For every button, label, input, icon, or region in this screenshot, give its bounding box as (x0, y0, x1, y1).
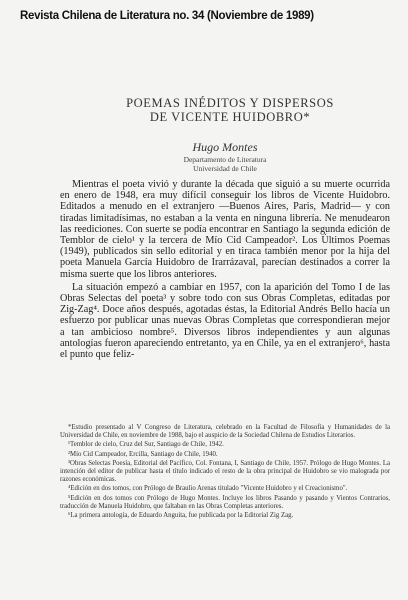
footnote: ⁶La primera antología, de Eduardo Anguita, fue publicada por la Editorial Zig Zag. (68, 512, 294, 520)
journal-citation: Revista Chilena de Literatura no. 34 (Noviembre de 1989) (20, 10, 314, 22)
footnote: ⁴Edición en dos tomos, con Prólogo de Braulio Arenas titulado "Vicente Huidobro y el Creacionismo". (68, 485, 348, 493)
author-affiliation (150, 155, 300, 173)
footnote: ¹Temblor de cielo, Cruz del Sur, Santiago de Chile, 1942. (68, 441, 224, 449)
article-title (80, 96, 380, 124)
footnote: ⁵Edición en dos tomos con Prólogo de Hugo Montes. Incluye los libros Pasando y pasando y Vientos Contrarios, traducción de Manuela Huidobro, que faltaban en las Obras Completas anteriores. (60, 494, 390, 510)
article-body (60, 179, 390, 360)
affiliation-university: Universidad de Chile (193, 164, 257, 173)
body-paragraph: La situación empezó a cambiar en 1957, con la aparición del Tomo I de las Obras Selectas del poeta³ y sobre todo con sus Obras Completas, editadas por Zig-Zag⁴. Doce años después, agotadas éstas, la Editorial Andrés Bello hacía un esfuerzo por publicar unas nuevas Obras Completas que correspondieran mejor a tan ambicioso nombre⁵. Diversos libros independientes y aun algunas antologías fueron apareciendo entretanto, ya en Chile, ya en el extranjero⁶, hasta el punto que feliz- (60, 281, 390, 361)
footnote: ²Mío Cid Campeador, Ercilla, Santiago de Chile, 1940. (68, 450, 218, 458)
footnote: *Estudio presentado al V Congreso de Literatura, celebrado en la Facultad de Filosofía y Humanidades de la Universidad de Chile, en noviembre de 1988, bajo el auspicio de la Sociedad Chilena de Estudios Literarios. (60, 424, 390, 440)
body-paragraph: Mientras el poeta vivió y durante la década que siguió a su muerte ocurrida en enero de 1948, era muy difícil conseguir los libros de Vicente Huidobro. Editados a menudo en el extranjero —Buenos Aires, Paris, Madrid— y con tiradas limitadísimas, no estaban a la venta en ninguna librería. Ne menudearon las reediciones. Con suerte se podía encontrar en Santiago la segunda edición de Temblor de cielo¹ y la tercera de Mío Cid Campeador². Los Últimos Poemas (1949), publicados sin sello editorial y en tiraca también menor por la hija del poeta Manuela García Huidobro de Irarrázaval, parecían destinados a correr la misma suerte que los libros anteriores. (60, 179, 390, 280)
article-title-line-1: POEMAS INÉDITOS Y DISPERSOS (126, 96, 334, 110)
author-name: Hugo Montes (192, 140, 258, 154)
article-title-line-2: DE VICENTE HUIDOBRO* (149, 110, 311, 124)
footnote: ³Obras Selectas Poesía, Editorial del Pacífico, Col. Fontana, I, Santiago de Chile, 1957. Prólogo de Hugo Montes. La intención del editor de publicar hasta el título indicado el resto de la obra principal de Huidobro se vio malograda por razones económicas. (60, 459, 390, 484)
footnotes (60, 424, 390, 521)
affiliation-department: Departamento de Literatura (183, 155, 267, 164)
